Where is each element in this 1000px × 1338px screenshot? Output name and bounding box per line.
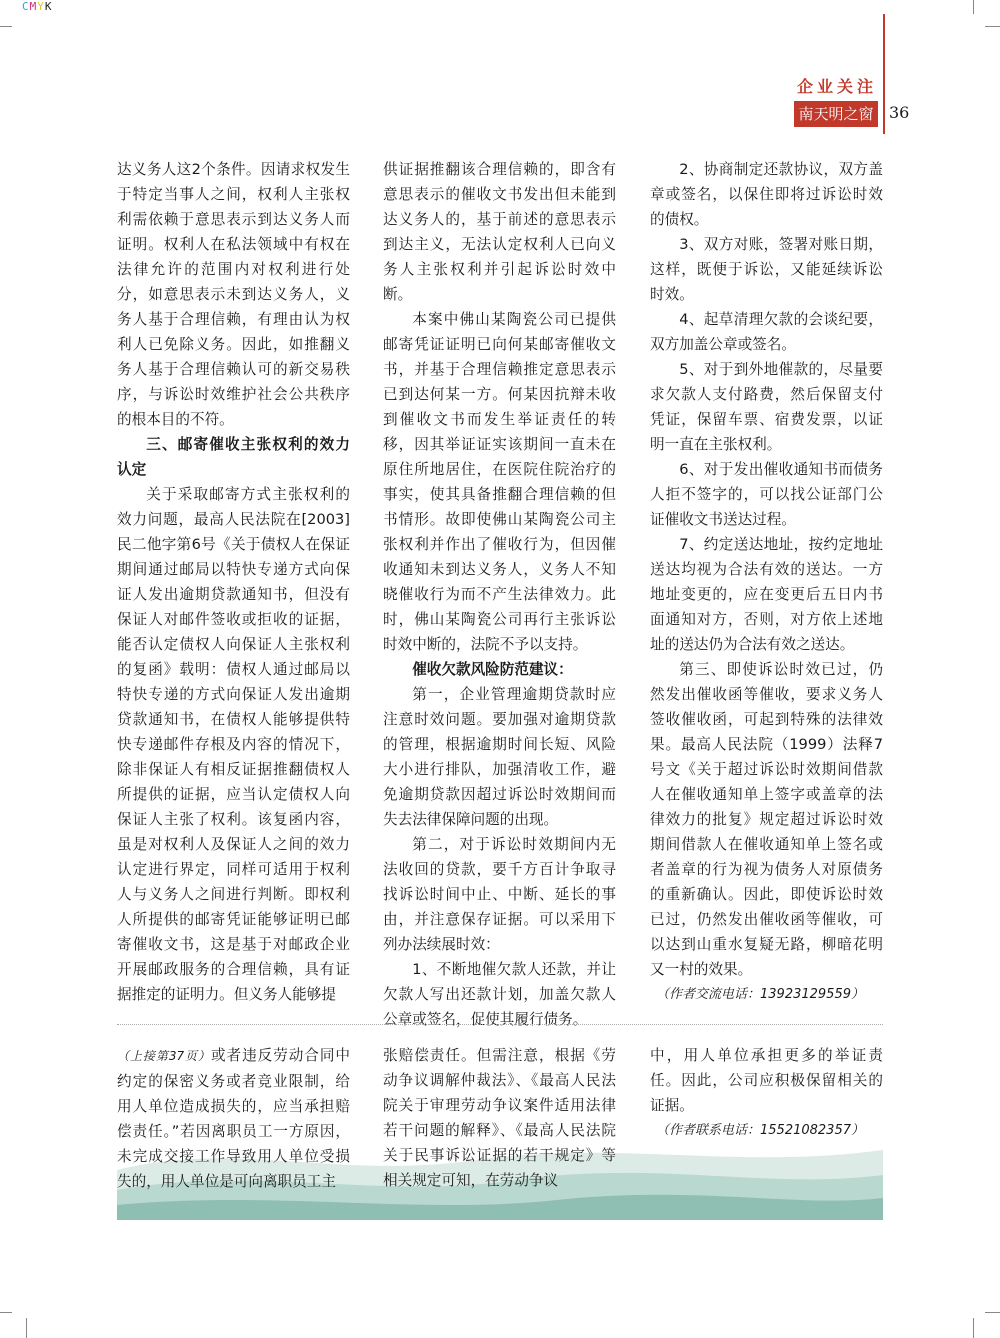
continued-column-1 xyxy=(117,1043,350,1194)
crop-mark xyxy=(985,26,1000,27)
crop-mark xyxy=(985,1312,1000,1313)
paragraph: 供证据推翻该合理信赖的，即含有意思表示的催收文书发出但未能到达义务人的，基于前述的意思表示到达主义，无法认定权利人已向义务人主张权利并引起诉讼时效中断。 xyxy=(383,161,616,303)
paragraph: 7、约定送达地址，按约定地址送达均视为合法有效的送达。一方地址变更的，应在变更后五日内书面通知对方，否则，对方依上述地址的送达仍为合法有效之送达。 xyxy=(650,536,883,653)
paragraph: 5、对于到外地催款的，尽量要求欠款人支付路费，然后保留支付凭证，保留车票、宿费发票，以证明一直在主张权利。 xyxy=(650,361,883,453)
section-title: 企业关注 xyxy=(796,77,877,96)
paragraph: （上接第37页）或者违反劳动合同中约定的保密义务或者竞业限制，给用人单位造成损失的，应当承担赔偿责任。”若因离职员工一方原因，未完成交接工作导致用人单位受损失的，用人单位是可向离职员工主 xyxy=(117,1047,350,1190)
paragraph: 2、协商制定还款协议，双方盖章或签名，以保住即将过诉讼时效的债权。 xyxy=(650,161,883,228)
paragraph: 6、对于发出催收通知书而债务人拒不签字的，可以找公证部门公证催收文书送达过程。 xyxy=(650,461,883,528)
author-contact: （作者联系电话：15521082357） xyxy=(656,1123,864,1138)
paragraph: 3、双方对账，签署对账日期，这样，既便于诉讼，又能延续诉讼时效。 xyxy=(650,236,883,303)
paragraph: 1、不断地催欠款人还款，并让欠款人写出还款计划，加盖欠款人公章或签名，促使其履行债务。 xyxy=(383,961,616,1028)
continued-column-3 xyxy=(650,1043,883,1143)
crop-mark xyxy=(973,1318,974,1338)
crop-mark xyxy=(26,1318,27,1338)
crop-mark xyxy=(973,0,974,14)
section-heading: 三、邮寄催收主张权利的效力认定 xyxy=(117,436,350,478)
article-column-1 xyxy=(117,157,350,1007)
author-contact: （作者交流电话：13923129559） xyxy=(656,987,864,1002)
section-heading: 催收欠款风险防范建议： xyxy=(412,661,573,678)
crop-mark xyxy=(0,26,12,27)
header-rule xyxy=(883,14,885,134)
continued-from-label: （上接第37页） xyxy=(117,1049,211,1063)
paragraph: 达义务人这2个条件。因请求权发生于特定当事人之间，权利人主张权利需依赖于意思表示到达义务人而证明。权利人在私法领域中有权在法律允许的范围内对权利进行处分，如意思表示未到达义务人，义务人基于合理信赖，有理由认为权利人已免除义务。因此，如推翻义务人基于合理信赖认可的新交易秩序，与诉讼时效维护社会公共秩序的根本目的不符。 xyxy=(117,161,350,428)
article-column-2 xyxy=(383,157,616,1032)
page-number: 36 xyxy=(889,103,910,122)
column-badge: 南天明之窗 xyxy=(794,101,878,127)
paragraph: 关于采取邮寄方式主张权利的效力问题，最高人民法院在[2003]民二他字第6号《关于债权人在保证期间通过邮局以特快专递方式向保证人发出逾期贷款通知书，但没有保证人对邮件签收或拒收的证据，能否认定债权人向保证人主张权利的复函》载明：债权人通过邮局以特快专递的方式向保证人发出逾期贷款通知书，在债权人能够提供特快专递邮件存根及内容的情况下，除非保证人有相反证据推翻债权人所提供的证据，应当认定债权人向保证人主张了权利。该复函内容，虽是对权利人及保证人之间的效力认定进行界定，同样可适用于权利人与义务人之间进行判断。即权利人所提供的邮寄凭证能够证明已邮寄催收文书，这是基于对邮政企业开展邮政服务的合理信赖，具有证据推定的证明力。但义务人能够提 xyxy=(117,486,350,1003)
paragraph: 第一，企业管理逾期贷款时应注意时效问题。要加强对逾期贷款的管理，根据逾期时间长短、风险大小进行排队，加强清收工作，避免逾期贷款因超过诉讼时效期间而失去法律保障问题的出现。 xyxy=(383,686,616,828)
continued-column-2 xyxy=(383,1043,616,1193)
paragraph: 本案中佛山某陶瓷公司已提供邮寄凭证证明已向何某邮寄催收文书，并基于合理信赖推定意思表示已到达何某一方。何某因抗辩未收到催收文书而发生举证责任的转移，因其举证证实该期间一直未在原住所地居住，在医院住院治疗的事实，使其具备推翻合理信赖的但书情形。故即使佛山某陶瓷公司主张权利并作出了催收行为，但因催收通知未到达义务人，义务人不知晓催收行为而不产生法律效力。此时，佛山某陶瓷公司再行主张诉讼时效中断的，法院不予以支持。 xyxy=(383,311,616,653)
article-column-3 xyxy=(650,157,883,1007)
printer-color-marks: CMYK xyxy=(22,0,53,13)
paragraph: 4、起草清理欠款的会谈纪要，双方加盖公章或签名。 xyxy=(650,311,883,353)
crop-mark xyxy=(0,1312,12,1313)
paragraph: 张赔偿责任。但需注意，根据《劳动争议调解仲裁法》、《最高人民法院关于审理劳动争议案件适用法律若干问题的解释》、《最高人民法院关于民事诉讼证据的若干规定》等相关规定可知，在劳动争议 xyxy=(383,1047,616,1189)
paragraph: 第二，对于诉讼时效期间内无法收回的贷款，要千方百计争取寻找诉讼时间中止、中断、延长的事由，并注意保存证据。可以采用下列办法续展时效： xyxy=(383,836,616,953)
paragraph: 中，用人单位承担更多的举证责任。因此，公司应积极保留相关的证据。 xyxy=(650,1047,883,1114)
paragraph: 第三、即使诉讼时效已过，仍然发出催收函等催收，要求义务人签收催收函，可起到特殊的法律效果。最高人民法院（1999）法释7号文《关于超过诉讼时效期间借款人在催收通知单上签字或盖章的法律效力的批复》规定超过诉讼时效期间借款人在催收通知单上签名或者盖章的行为视为债务人对原债务的重新确认。因此，即使诉讼时效已过，仍然发出催收函等催收，可以达到山重水复疑无路，柳暗花明又一村的效果。 xyxy=(650,661,883,978)
section-divider xyxy=(117,1024,883,1025)
